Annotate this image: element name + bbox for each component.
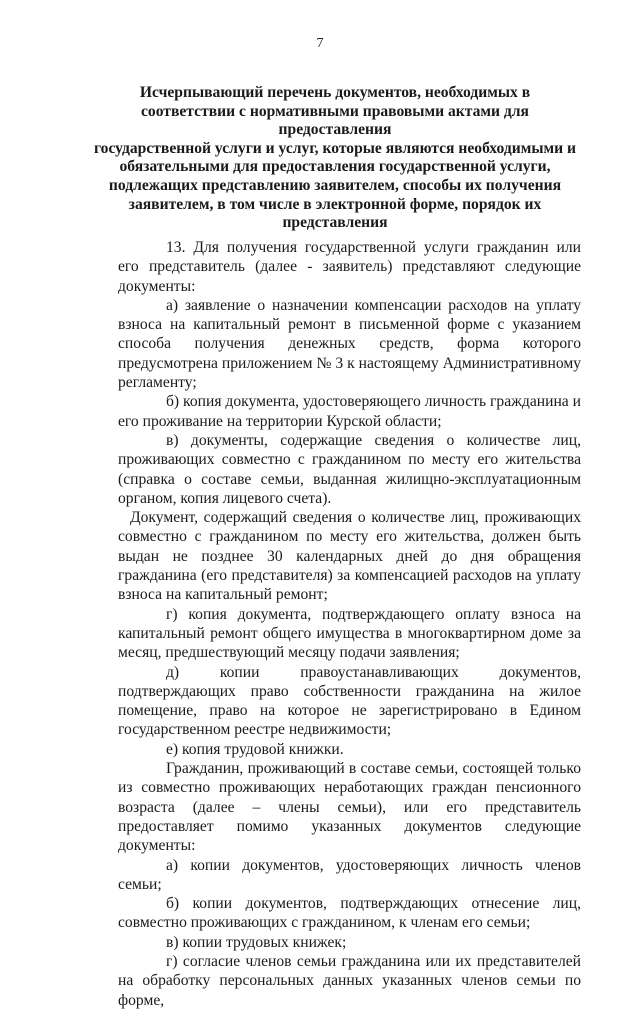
title-line: подлежащих представлению заявителем, способы их получения xyxy=(108,176,562,194)
paragraph-family-subitem-g: г) согласие членов семьи гражданина или их представителей на обработку персональных данных указанных членов семьи по форме, xyxy=(118,952,581,1009)
paragraph-document-note: Документ, содержащий сведения о количестве лиц, проживающих совместно с гражданином по месту его жительства, должен быть выдан не позднее 30 календарных дней до дня обращения гражданина (его представителя) за компенсацией расходов на уплату взноса на капитальный ремонт; xyxy=(118,509,581,604)
section-title xyxy=(88,84,582,233)
title-line: представления xyxy=(282,214,388,232)
paragraph-family-intro: Гражданин, проживающий в составе семьи, состоящей только из совместно проживающих неработающих граждан пенсионного возраста (далее – члены семьи), или его представитель предоставляет помимо указанных документов следующие документы: xyxy=(118,760,581,855)
paragraph-family-subitem-v: в) копии трудовых книжек; xyxy=(166,933,347,951)
paragraph-subitem-b: б) копия документа, удостоверяющего личность гражданина и его проживание на территории Курской области; xyxy=(118,393,581,430)
paragraph-subitem-e: е) копия трудовой книжки. xyxy=(166,740,344,758)
paragraph-subitem-g: г) копия документа, подтверждающего оплату взноса на капитальный ремонт общего имущества в многоквартирном доме за месяц, предшествующий месяцу подачи заявления; xyxy=(118,605,581,662)
title-line: Исчерпывающий перечень документов, необходимых в xyxy=(139,84,531,101)
paragraph-family-subitem-a: а) копии документов, удостоверяющих личность членов семьи; xyxy=(118,856,581,893)
paragraph-subitem-d: д) копии правоустанавливающих документов, подтверждающих право собственности гражданина на жилое помещение, право на которое не зарегистрировано в Едином государственном реестре недвижимости; xyxy=(118,663,581,739)
document-body xyxy=(118,238,581,1010)
page-number: 7 xyxy=(316,36,324,51)
title-line: обязательными для предоставления государственной услуги, xyxy=(119,158,551,176)
paragraph-subitem-a: а) заявление о назначении компенсации расходов на уплату взноса на капитальный ремонт в письменной форме с указанием способа получения денежных средств, форма которого предусмотрена приложением № 3 к настоящему Административному регламенту; xyxy=(118,296,581,392)
title-line: заявителем, в том числе в электронной форме, порядок их xyxy=(128,195,542,213)
paragraph-subitem-v: в) документы, содержащие сведения о количестве лиц, проживающих совместно с гражданином по месту его жительства (справка о составе семьи, выданная жилищно-эксплуатационным органом, копия лицевого счета). xyxy=(118,431,581,507)
title-line: государственной услуги и услуг, которые являются необходимыми и xyxy=(93,139,577,157)
paragraph-item-13: 13. Для получения государственной услуги гражданин или его представитель (далее - заявитель) представляют следующие документы: xyxy=(118,239,581,295)
paragraph-family-subitem-b: б) копии документов, подтверждающих отнесение лиц, совместно проживающих с гражданином, к членам его семьи; xyxy=(118,895,581,932)
title-line: соответствии с нормативными правовыми актами для предоставления xyxy=(141,102,529,139)
